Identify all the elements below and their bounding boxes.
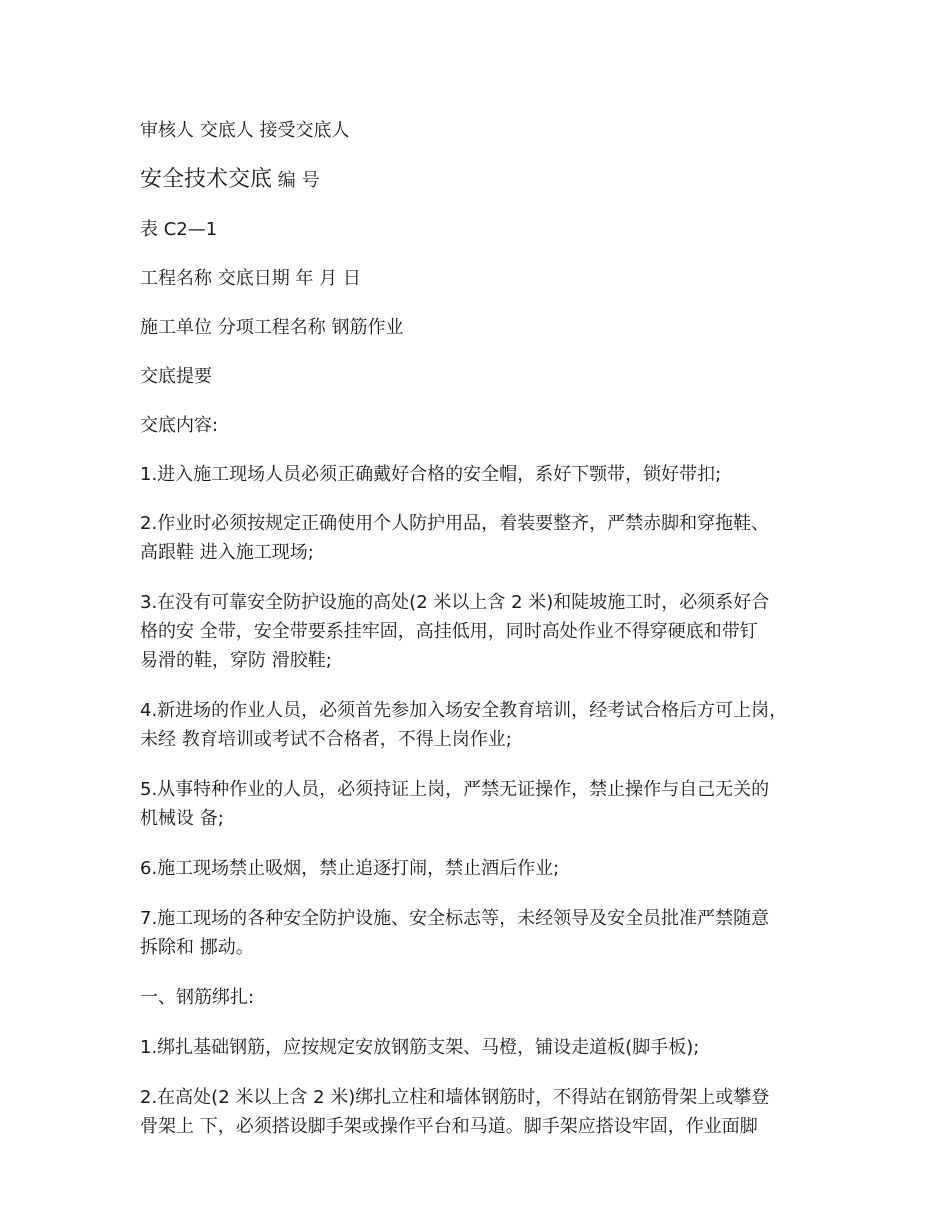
section-item-2-line-2: 骨架上 下，必须搭设脚手架或操作平台和马道。脚手架应搭设牢固，作业面脚: [140, 1116, 758, 1137]
rule-paragraph-6: [140, 854, 830, 883]
content-label: 交底内容:: [140, 415, 219, 436]
rule-5-line-1: 5.从事特种作业的人员，必须持证上岗，严禁无证操作，禁止操作与自己无关的: [140, 779, 770, 800]
rule-3-line-2: 格的安 全带，安全带要系挂牢固，高挂低用，同时高处作业不得穿硬底和带钉: [140, 621, 758, 642]
rule-1-line-1: 1.进入施工现场人员必须正确戴好合格的安全帽，系好下颚带，锁好带扣;: [140, 464, 722, 485]
rule-2-line-1: 2.作业时必须按规定正确使用个人防护用品，着装要整齐，严禁赤脚和穿拖鞋、: [140, 513, 770, 534]
rule-3-line-3: 易滑的鞋，穿防 滑胶鞋;: [140, 650, 332, 671]
rule-paragraph-7: [140, 904, 830, 962]
rule-4-line-2: 未经 教育培训或考试不合格者，不得上岗作业;: [140, 729, 512, 750]
rule-paragraph-1: [140, 460, 830, 489]
rule-paragraph-2: [140, 509, 830, 567]
signature-line: 审核人 交底人 接受交底人: [140, 120, 350, 141]
rule-7-line-1: 7.施工现场的各种安全防护设施、安全标志等，未经领导及安全员批准严禁随意: [140, 908, 770, 929]
rule-3-line-1: 3.在没有可靠安全防护设施的高处(2 米以上含 2 米)和陡坡施工时，必须系好合: [140, 592, 770, 613]
rule-7-line-2: 拆除和 挪动。: [140, 937, 254, 958]
section-item-1: [140, 1033, 830, 1062]
document-title-line: [140, 165, 830, 195]
document-title: 安全技术交底: [140, 167, 273, 192]
rule-6-line-1: 6.施工现场禁止吸烟，禁止追逐打闹，禁止酒后作业;: [140, 858, 560, 879]
rule-2-line-2: 高跟鞋 进入施工现场;: [140, 542, 314, 563]
section-item-1-line-1: 1.绑扎基础钢筋，应按规定安放钢筋支架、马橙，铺设走道板(脚手板);: [140, 1037, 700, 1058]
project-name-line: 工程名称 交底日期 年 月 日: [140, 268, 361, 289]
summary-label: 交底提要: [140, 366, 212, 387]
number-label: 编 号: [277, 170, 320, 191]
rule-4-line-1: 4.新进场的作业人员，必须首先参加入场安全教育培训，经考试合格后方可上岗，: [140, 700, 788, 721]
form-number: 表 C2—1: [140, 219, 218, 240]
rule-paragraph-4: [140, 696, 830, 754]
rule-5-line-2: 机械设 备;: [140, 808, 224, 829]
rule-paragraph-5: [140, 775, 830, 833]
section-item-2-line-1: 2.在高处(2 米以上含 2 米)绑扎立柱和墙体钢筋时，不得站在钢筋骨架上或攀登: [140, 1087, 770, 1108]
section-item-2: [140, 1083, 830, 1141]
construction-unit-line: 施工单位 分项工程名称 钢筋作业: [140, 317, 404, 338]
document-body: [140, 116, 830, 1141]
section-heading-rebar-binding: 一、钢筋绑扎:: [140, 987, 255, 1008]
rule-paragraph-3: [140, 588, 830, 675]
